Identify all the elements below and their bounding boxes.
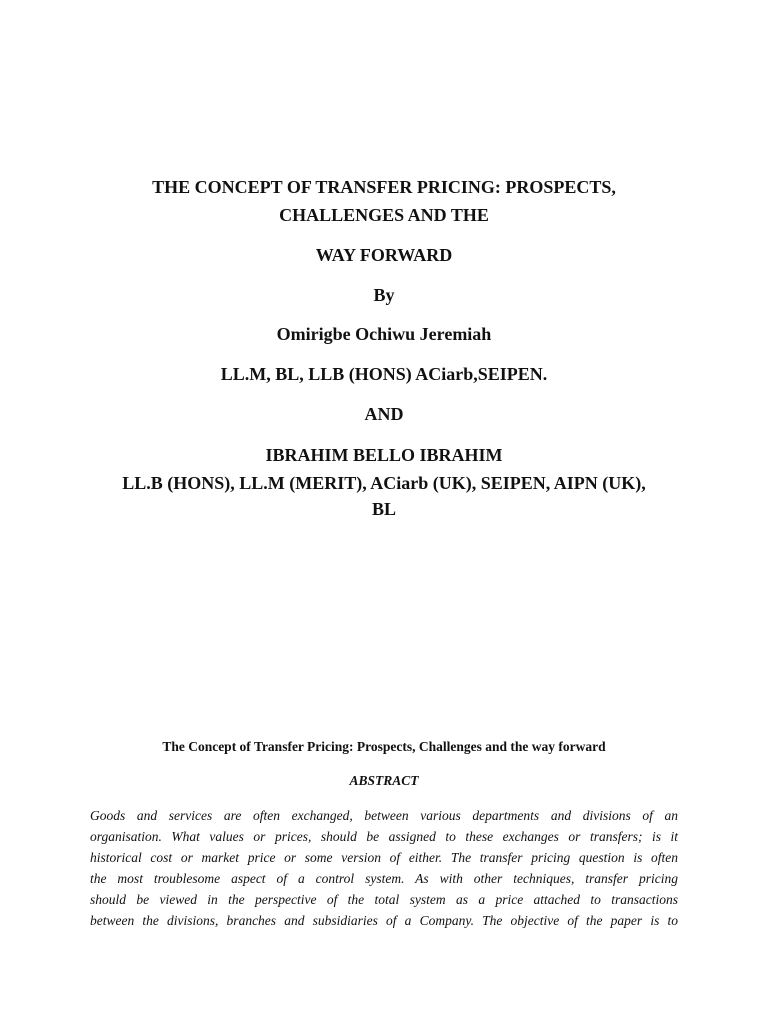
author2-credentials-line-1: LL.B (HONS), LL.M (MERIT), ACiarb (UK), SEIPEN, AIPN (UK), bbox=[122, 473, 646, 493]
abstract-line: historical cost or market price or some version of either. The transfer pricing question is often bbox=[90, 850, 678, 865]
abstract-line: the most troublesome aspect of a control system. As with other techniques, transfer pricing bbox=[90, 871, 678, 886]
abstract-line: should be viewed in the perspective of the total system as a price attached to transactions bbox=[90, 892, 678, 907]
author2-credentials-line-2: BL bbox=[371, 499, 396, 519]
author1-credentials: LL.M, BL, LLB (HONS) ACiarb,SEIPEN. bbox=[220, 364, 548, 384]
author2-name: IBRAHIM BELLO IBRAHIM bbox=[265, 445, 503, 465]
by-label: By bbox=[373, 285, 395, 305]
abstract-line: Goods and services are often exchanged, between various departments and divisions of an bbox=[90, 808, 678, 823]
and-label: AND bbox=[364, 404, 404, 424]
abstract-line: organisation. What values or prices, should be assigned to these exchanges or transfers; is it bbox=[90, 829, 678, 844]
author1-name: Omirigbe Ochiwu Jeremiah bbox=[276, 324, 492, 344]
title-line-3: WAY FORWARD bbox=[315, 245, 453, 265]
title-line-1: THE CONCEPT OF TRANSFER PRICING: PROSPECTS, bbox=[152, 177, 616, 197]
abstract-line: between the divisions, branches and subsidiaries of a Company. The objective of the paper is to bbox=[90, 913, 678, 928]
paper-subtitle: The Concept of Transfer Pricing: Prospects, Challenges and the way forward bbox=[162, 739, 606, 754]
abstract-heading: ABSTRACT bbox=[349, 773, 419, 788]
title-line-2: CHALLENGES AND THE bbox=[279, 205, 489, 225]
